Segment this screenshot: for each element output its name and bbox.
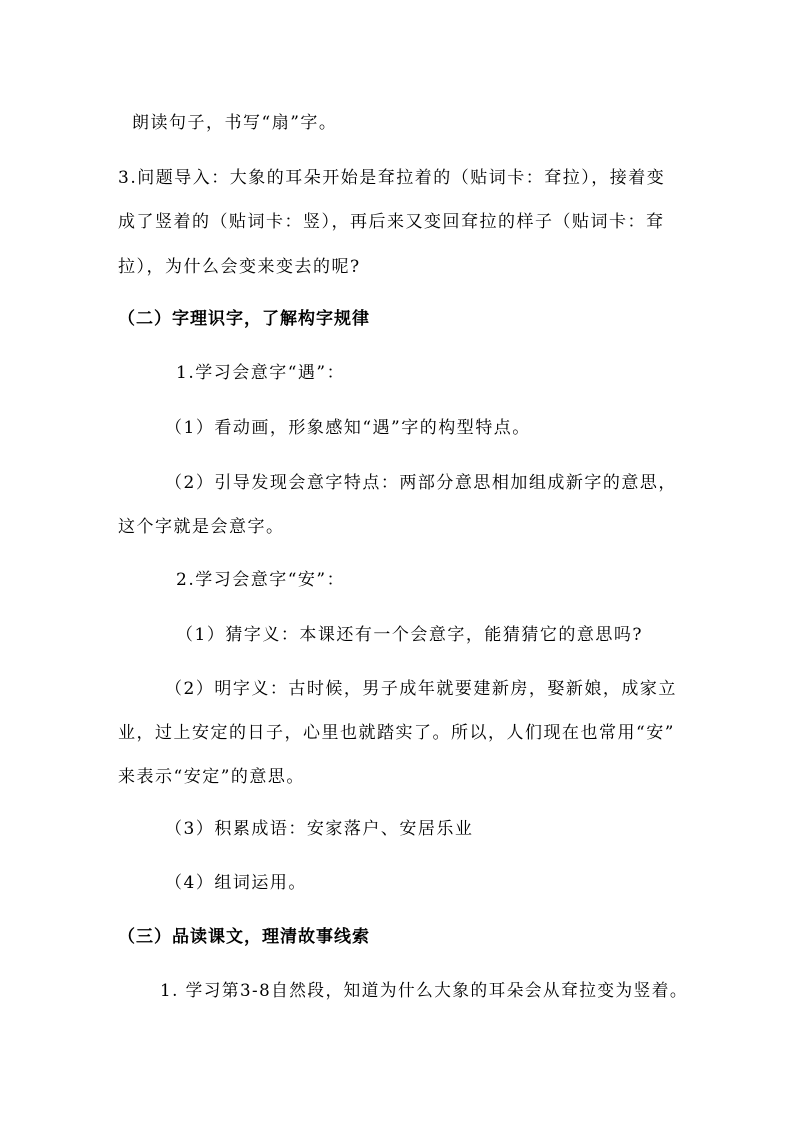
body-line: （2）明字义：古时候，男子成年就要建新房，娶新娘，成家立 (165, 679, 677, 699)
body-line: （2）引导发现会意字特点：两部分意思相加组成新字的意思， (165, 473, 677, 493)
body-line: 拉），为什么会变来变去的呢? (118, 257, 361, 277)
body-line: 3.问题导入：大象的耳朵开始是耷拉着的（贴词卡：耷拉），接着变 (118, 168, 666, 188)
body-line: 这个字就是会意字。 (118, 517, 285, 537)
body-line: 朗读句子，书写“扇”字。 (132, 113, 338, 133)
section-heading: （二）字理识字，了解构字规律 (118, 309, 370, 329)
body-line: （3）积累成语：安家落户、安居乐业 (165, 819, 474, 839)
subsection-heading: 2.学习会意字“安”： (176, 570, 346, 590)
subsection-heading: 1.学习会意字“遇”： (176, 363, 346, 383)
section-heading: （三）品读课文，理清故事线索 (118, 927, 370, 947)
body-line: 来表示“安定”的意思。 (118, 767, 305, 787)
body-line: （1）看动画，形象感知“遇”字的构型特点。 (165, 418, 531, 438)
body-line: 成了竖着的（贴词卡：竖），再后来又变回耷拉的样子（贴词卡：耷 (118, 212, 665, 232)
body-line: （1）猜字义：本课还有一个会意字，能猜猜它的意思吗? (176, 625, 643, 645)
body-line: 1. 学习第3-8自然段，知道为什么大象的耳朵会从耷拉变为竖着。 (160, 981, 689, 1001)
body-line: （4）组词运用。 (165, 873, 307, 893)
body-line: 业，过上安定的日子，心里也就踏实了。所以，人们现在也常用“安” (118, 723, 675, 743)
